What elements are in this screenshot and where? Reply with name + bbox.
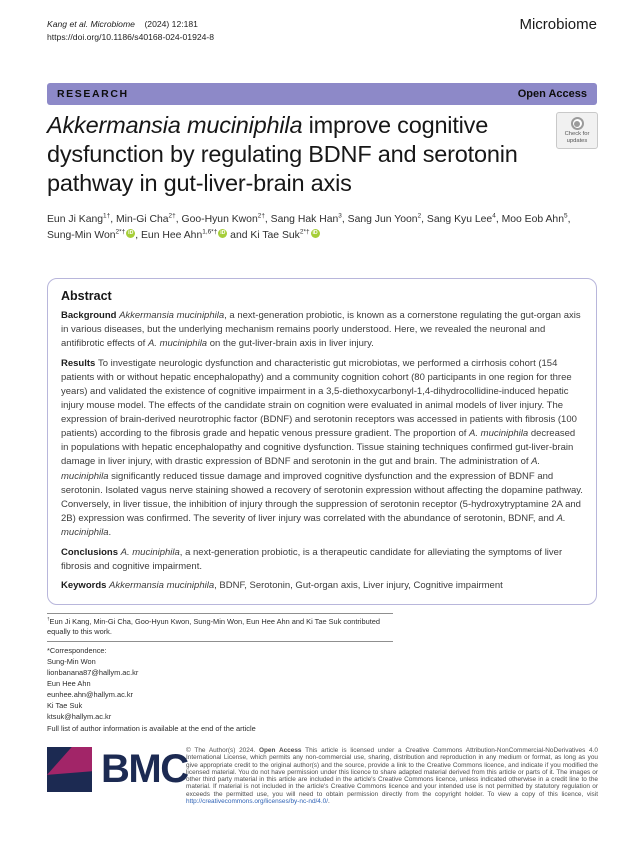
text-segment: (2024) 12:181: [134, 19, 198, 29]
text-segment: , Sang Kyu Lee: [421, 214, 493, 225]
text-segment: on the gut-liver-brain axis in liver injury.: [207, 338, 374, 350]
text-segment: , BDNF, Serotonin, Gut-organ axis, Liver injury, Cognitive impairment: [214, 580, 503, 592]
correspondent-name: Ki Tae Suk: [47, 701, 83, 711]
correspondent-name: Eun Hee Ahn: [47, 679, 91, 689]
text-segment: improve cognitive dysfunction by regulating BDNF and serotonin pathway in gut-liver-brain axis: [47, 112, 518, 196]
article-title: [47, 111, 555, 198]
correspondence-label: *Correspondence:: [47, 646, 107, 656]
orcid-icon[interactable]: iD: [220, 229, 226, 236]
text-segment: , Sung-Min Won: [47, 214, 571, 241]
text-segment: , a next-generation probiotic, is a therapeutic candidate for alleviating the symptoms of liver fibrosis and cognitive impairment.: [61, 546, 563, 572]
running-head: [47, 18, 214, 44]
text-segment: A. muciniphila: [120, 546, 180, 558]
footnote-divider: [47, 641, 393, 642]
text-segment: 4: [492, 212, 496, 220]
crossmark-icon: [571, 117, 584, 130]
article-type-label: RESEARCH: [57, 88, 129, 100]
text-segment: Background: [61, 310, 120, 321]
orcid-icon[interactable]: iD: [128, 229, 134, 236]
correspondent-name: Sung-Min Won: [47, 657, 96, 667]
text-segment: 2*†: [115, 228, 126, 236]
text-segment: 1†: [103, 212, 111, 220]
text-segment: A. muciniphila: [61, 512, 566, 538]
text-segment: This article is licensed under a Creative Commons Attribution-NonCommercial-NoDerivatives 4.0 International License, which permits any non-commercial use, sharing, distribution and reproduction in any medium or format, as long as you give appropriate credit to the original author(s) and the source, provide a link to the Creative Commons licence, and indicate if you modified the licensed material. You do not have permission under this licence to share adapted material derived from this article or parts of it. The images or other third party material in this article are included in the article's Creative Commons licence, unless indicated otherwise in a credit line to the material. If material is not included in the article's Creative Commons licence and your intended use is not permitted by statutory regulation or exceeds the permitted use, you will need to obtain permission directly from the copyright holder. To view a copy of this licence, visit: [186, 747, 598, 798]
text-segment: Akkermansia muciniphila: [109, 580, 215, 592]
abstract-keywords: [61, 579, 583, 593]
text-segment: , Sang Jun Yoon: [341, 214, 418, 225]
orcid-icon[interactable]: iD: [312, 229, 318, 236]
text-segment: significantly reduced tissue damage and improved cognitive dysfunction and the expression of BDNF and serotonin. Isolated vagus nerve staining showed a recovery of serotonin expression without affecting the dopamine pathway. Conversely, in liver tissue, the inhibition of injury through the suppression of serotonin receptor (5-hydroxytryptamine 2A and 2B) expression was confirmed. The severity of liver injury was correlated with the abundance of serotonin, BDNF, and: [61, 470, 583, 524]
text-segment: , Sang Hak Han: [264, 214, 339, 225]
text-segment: †: [47, 616, 50, 622]
text-segment: Akkermansia muciniphila: [119, 310, 225, 321]
abstract-conclusions: [61, 546, 583, 574]
correspondence-block: [47, 645, 393, 734]
footnote-block: [47, 613, 393, 734]
citation-line: [47, 18, 214, 31]
text-segment: Eun Ji Kang, Min-Gi Cha, Goo-Hyun Kwon, Sung-Min Won, Eun Hee Ahn and Ki Tae Suk contributed equally to this work.: [47, 617, 380, 637]
text-segment: and Ki Tae Suk: [227, 230, 300, 241]
open-access-label: Open Access: [517, 88, 587, 100]
correspondence-email: ktsuk@hallym.ac.kr: [47, 712, 112, 722]
license-link[interactable]: http://creativecommons.org/licenses/by-nc-nd/4.0/: [186, 798, 329, 806]
text-segment: A. muciniphila: [147, 338, 208, 350]
journal-name: Microbiome: [519, 16, 597, 33]
abstract-heading: Abstract: [61, 289, 112, 303]
text-segment: 2†: [257, 212, 265, 220]
text-segment: decreased in populations with hepatic encephalopathy and cognitive dysfunction. Tissue staining techniques confirmed gut-liver-brain damage in liver injury, with drastic expression of BDNF and serotonin in the gut and brain. The administration of: [61, 428, 576, 468]
text-segment: 1,6*†: [202, 228, 218, 236]
text-segment: To investigate neurologic dysfunction and characteristic gut microbiotas, we performed a cirrhosis cohort (154 patients with or without hepatic encephalopathy) and a community cognition cohort (80 participants in one region for three years) and validated the existence of cognitive impairment in a 3,5-diethoxycarbonyl-1,4-dihydrocollidine-induced hepatic injury mouse model. The effects of the candidate strain on cognition were evaluated in animal models of liver injury. The expression of brain-derived neurotrophic factor (BDNF) and serotonin receptors was accessed in patients with fibrosis (100 patients) according to the fibrosis grade and hepatic venous pressure gradient. The proportion of: [61, 357, 577, 440]
author-list: [47, 212, 599, 244]
text-segment: Keywords: [61, 580, 110, 592]
text-segment: Open Access: [258, 747, 302, 754]
check-for-updates-button[interactable]: [556, 112, 598, 149]
text-segment: 2: [417, 212, 422, 220]
text-segment: A. muciniphila: [61, 456, 541, 482]
text-segment: , Moo Eob Ahn: [495, 214, 564, 225]
text-segment: , Min-Gi Cha: [110, 214, 169, 225]
text-segment: A. muciniphila: [469, 428, 529, 440]
text-segment: Eun Ji Kang: [47, 214, 104, 225]
bmc-logo: [47, 747, 188, 792]
doi-line: https://doi.org/10.1186/s40168-024-01924-8: [47, 32, 215, 42]
license-statement: [186, 747, 598, 805]
bmc-logo-text: BMC: [101, 747, 188, 791]
abstract-box: [47, 278, 597, 605]
text-segment: 2†: [168, 212, 176, 220]
text-segment: , Eun Hee Ahn: [135, 230, 203, 241]
text-segment: .: [108, 526, 112, 538]
text-segment: .: [328, 798, 330, 806]
text-segment: 2*†: [299, 228, 310, 236]
text-segment: , Goo-Hyun Kwon: [175, 214, 258, 225]
text-segment: Results: [61, 357, 98, 369]
abstract-results: [61, 357, 583, 540]
text-segment: Kang et al. Microbiome: [47, 19, 135, 29]
correspondence-email: eunhee.ahn@hallym.ac.kr: [47, 690, 133, 700]
text-segment: 3: [338, 212, 342, 220]
footnote-divider: [47, 613, 393, 614]
text-segment: 5: [563, 212, 568, 220]
equal-contribution-note: [47, 617, 393, 637]
bmc-logo-icon: [47, 747, 92, 792]
abstract-background: [61, 309, 583, 351]
text-segment: © The Author(s) 2024.: [186, 747, 259, 754]
text-segment: Conclusions: [61, 546, 121, 558]
article-type-banner: [47, 83, 597, 105]
check-for-updates-label: Check for updates: [564, 131, 590, 144]
text-segment: Akkermansia muciniphila: [47, 112, 303, 138]
full-author-list-note: Full list of author information is available at the end of the article: [47, 724, 256, 734]
text-segment: , a next-generation probiotic, is known as a cornerstone regulating the gut-organ axis in various diseases, but the underlying mechanism remains poorly understood. Here, we revealed the neuronal and antifibrotic effects of: [61, 310, 581, 350]
correspondence-email: lionbanana87@hallym.ac.kr: [47, 668, 139, 678]
